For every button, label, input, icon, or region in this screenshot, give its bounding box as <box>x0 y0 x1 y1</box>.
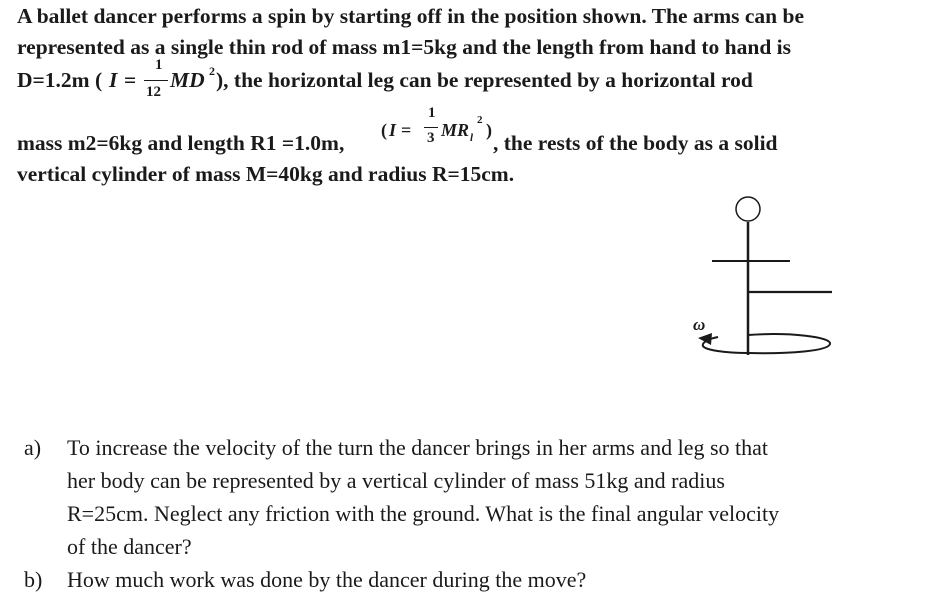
rotation-arrowhead <box>698 333 712 345</box>
problem-line-2: represented as a single thin rod of mass m1=5kg and the length from hand to hand is <box>17 35 792 59</box>
line3-formula-eq: = <box>124 68 137 92</box>
line3-formula-MD: MD <box>170 68 205 92</box>
question-b <box>0 563 930 603</box>
line4-paren-close: ) <box>486 120 492 140</box>
question-a-line: R=25cm. Neglect any friction with the ground. What is the final angular velocity <box>67 501 780 526</box>
line3-formula-exponent: 2 <box>209 64 215 78</box>
line4-prefix: mass m2=6kg and length R1 =1.0m, <box>17 131 345 155</box>
dancer-head <box>736 197 760 221</box>
line4-suffix: , the rests of the body as a solid <box>493 131 778 155</box>
question-a <box>0 431 930 571</box>
question-a-line: her body can be represented by a vertical cylinder of mass 51kg and radius <box>67 468 725 493</box>
line3-suffix: ), the horizontal leg can be represented by a horizontal rod <box>216 68 753 92</box>
question-a-line: To increase the velocity of the turn the dancer brings in her arms and leg so that <box>67 435 769 460</box>
line4-formula-exponent: 2 <box>477 114 483 126</box>
line4-formula-eq: = <box>401 120 412 140</box>
question-a-text <box>67 431 779 563</box>
rotation-arrow <box>703 334 830 353</box>
question-b-text <box>67 563 586 596</box>
line3-frac-denominator: 12 <box>146 84 161 100</box>
line4-frac-denominator: 3 <box>427 130 435 146</box>
line4-formula-subscript: l <box>470 132 474 144</box>
line3-formula-I: I <box>109 68 118 92</box>
problem-line-5: vertical cylinder of mass M=40kg and radius R=15cm. <box>17 162 515 186</box>
line3-frac-numerator: 1 <box>155 57 163 73</box>
omega-label: ω <box>693 315 706 334</box>
problem-line-1: A ballet dancer performs a spin by starting off in the position shown. The arms can be <box>17 4 804 28</box>
line3-prefix: D=1.2m ( <box>17 68 103 92</box>
line4-paren-open: ( <box>381 120 387 140</box>
question-b-label: b) <box>24 567 43 592</box>
line4-frac-numerator: 1 <box>428 105 436 121</box>
line4-formula-I: I <box>389 120 397 140</box>
question-a-label: a) <box>24 435 42 460</box>
question-b-line: How much work was done by the dancer during the move? <box>67 567 587 592</box>
line4-formula-MR: MR <box>441 120 470 140</box>
question-a-line: of the dancer? <box>67 534 192 559</box>
